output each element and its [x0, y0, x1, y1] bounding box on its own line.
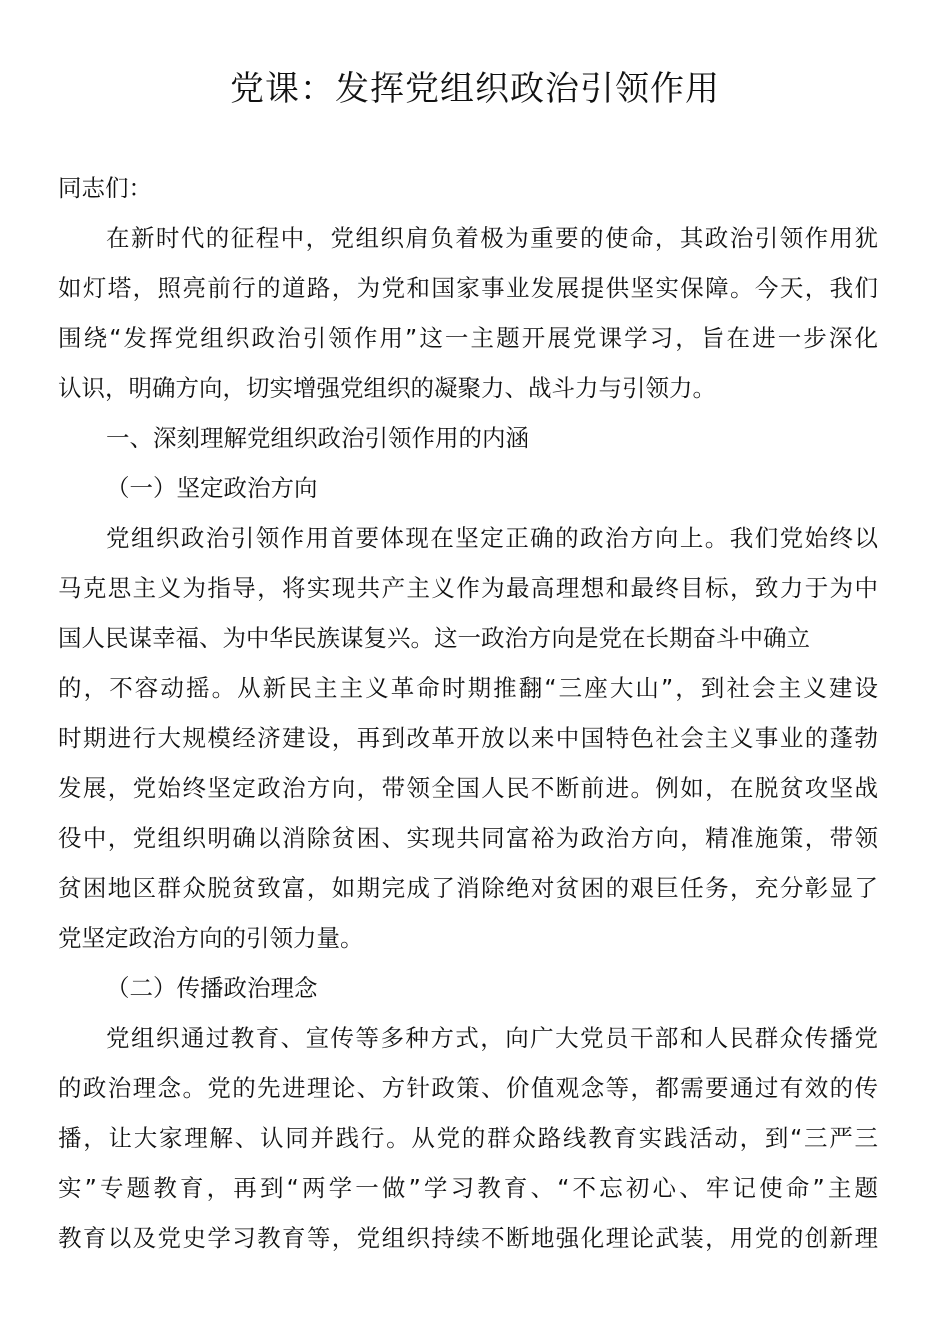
body-paragraph [58, 1013, 878, 1263]
paragraph-line: 役中，党组织明确以消除贫困、实现共同富裕为政治方向，精准施策，带领 [58, 824, 878, 852]
paragraph-line: 党坚定政治方向的引领力量。 [58, 924, 364, 952]
paragraph-line: 实”专题教育，再到“两学一做”学习教育、“不忘初心、牢记使命”主题 [58, 1174, 878, 1202]
paragraph-line: 教育以及党史学习教育等，党组织持续不断地强化理论武装，用党的创新理 [58, 1224, 878, 1252]
paragraph-line: 国人民谋幸福、为中华民族谋复兴。这一政治方向是党在长期奋斗中确立 [58, 624, 810, 652]
paragraph-line: 贫困地区群众脱贫致富，如期完成了消除绝对贫困的艰巨任务，充分彰显了 [58, 874, 878, 902]
paragraph-line: 马克思主义为指导，将实现共产主义作为最高理想和最终目标，致力于为中 [58, 574, 878, 602]
paragraph-line: 播，让大家理解、认同并践行。从党的群众路线教育实践活动，到“三严三 [58, 1124, 878, 1152]
paragraph-line: 党组织政治引领作用首要体现在坚定正确的政治方向上。我们党始终以 [106, 524, 878, 552]
paragraph-line: 党组织通过教育、宣传等多种方式，向广大党员干部和人民群众传播党 [106, 1024, 878, 1052]
intro-paragraph [58, 213, 878, 413]
paragraph-line: 围绕“发挥党组织政治引领作用”这一主题开展党课学习，旨在进一步深化 [58, 324, 878, 352]
document-title: 党课：发挥党组织政治引领作用 [230, 69, 720, 109]
paragraph-line: 的，不容动摇。从新民主主义革命时期推翻“三座大山”，到社会主义建设 [58, 674, 878, 702]
salutation: 同志们： [58, 174, 152, 202]
paragraph-line: 如灯塔，照亮前行的道路，为党和国家事业发展提供坚实保障。今天，我们 [58, 274, 878, 302]
paragraph-line: 时期进行大规模经济建设，再到改革开放以来中国特色社会主义事业的蓬勃 [58, 724, 878, 752]
paragraph-line: 发展，党始终坚定政治方向，带领全国人民不断前进。例如，在脱贫攻坚战 [58, 774, 878, 802]
paragraph-line: 在新时代的征程中，党组织肩负着极为重要的使命，其政治引领作用犹 [106, 224, 878, 252]
subsection-heading: （二）传播政治理念 [106, 974, 318, 1002]
subsection-heading: （一）坚定政治方向 [106, 474, 318, 502]
section-heading: 一、深刻理解党组织政治引领作用的内涵 [106, 424, 529, 452]
paragraph-line: 认识，明确方向，切实增强党组织的凝聚力、战斗力与引领力。 [58, 374, 716, 402]
paragraph-line: 的政治理念。党的先进理论、方针政策、价值观念等，都需要通过有效的传 [58, 1074, 878, 1102]
document-body [58, 163, 878, 1263]
body-paragraph [58, 513, 878, 963]
